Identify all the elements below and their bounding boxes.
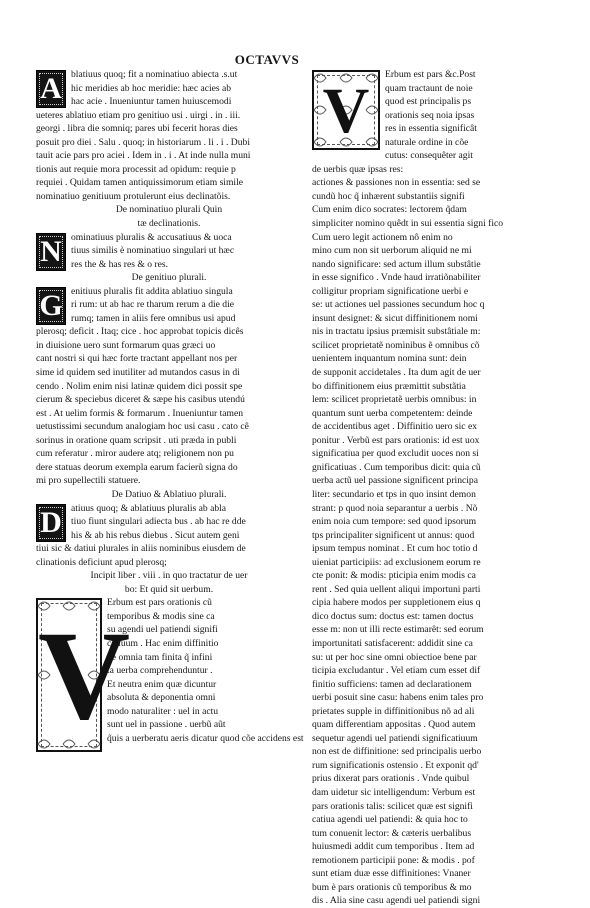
text-line: sunt etiam duæ esse diffinitiones: Vnaner bbox=[312, 868, 471, 880]
drop-cap-initial bbox=[36, 287, 66, 325]
text-line: remotionem participii pone: & modis . pof bbox=[312, 854, 475, 866]
text-line: dam uidetur sic intelligendum: Verbum est bbox=[312, 786, 476, 798]
text-line: enitiuus pluralis fit addita ablatiuo singula bbox=[71, 285, 233, 297]
text-line: mi pro supellectili statuere. bbox=[36, 475, 141, 487]
heading-line: Incipit liber . viii . in quo tractatur de uer bbox=[90, 570, 248, 582]
text-line: cutus: consequêter agit bbox=[385, 150, 473, 162]
text-line: cant nostri si qui hæc forte tractant appellant nos per bbox=[36, 353, 238, 365]
text-line: liter: secundario et tps in quo insint demon bbox=[312, 488, 476, 500]
text-line: sunt uel in passione . uerbũ aũt bbox=[107, 719, 226, 731]
drop-cap-initial bbox=[36, 70, 66, 108]
text-line: tiui sic & datiui plurales in aliis nominibus eiusdem de bbox=[36, 543, 246, 555]
drop-cap-letter: V bbox=[38, 604, 131, 747]
text-line: quantum sunt uerba competentem: deinde bbox=[312, 407, 473, 419]
text-line: ueteres ablatiuo etiam pro genitiuo usi . uirgi . in . iii. bbox=[36, 109, 241, 121]
text-line: rent . Sed quia uellent aliqui importuni parti bbox=[312, 583, 481, 595]
section-heading bbox=[36, 271, 302, 285]
text-line: naturale ordine in cõe bbox=[385, 136, 469, 148]
text-line: gnificatiuas . Cum temporibus dicit: quia cũ bbox=[312, 461, 481, 473]
text-line: finitio sufficiens: tamen ad declarationem bbox=[312, 678, 472, 690]
text-line: hic meridies ab hoc meridie: hæc acies ab bbox=[71, 82, 232, 94]
text-line: ta uerba comprehenduntur . bbox=[107, 665, 213, 677]
drop-cap-initial bbox=[36, 598, 131, 752]
section-heading bbox=[36, 569, 302, 596]
text-line: his & ab his rebus diebus . Sicut autem geni bbox=[71, 529, 240, 541]
text-line: se: ut actiones uel passiones secundum hoc q bbox=[312, 299, 485, 311]
text-line: rumq; tamen in aliis fere omnibus usi apud bbox=[71, 312, 236, 324]
heading-line: tæ declinationis. bbox=[137, 218, 201, 230]
drop-cap-letter: V bbox=[322, 74, 370, 146]
text-line: res in essentia significât bbox=[385, 123, 477, 135]
text-line: sime id quidem sed inutiliter ad mutandos casus in di bbox=[36, 367, 240, 379]
text-line: georgi . libra die somniq; pares ubi fecerit horas dies bbox=[36, 123, 238, 135]
text-line: uieniat participiis: ad exclusionem eorum re bbox=[312, 556, 481, 568]
text-line: su agendi uel patiendi signifi bbox=[107, 624, 218, 636]
text-line: prietates supple in diffinitionibus nõ ad ali bbox=[312, 705, 475, 717]
drop-cap-initial bbox=[36, 504, 66, 542]
text-line: atiuus quoq; & ablatiuus pluralis ab abla bbox=[71, 502, 227, 514]
text-line: simpliciter nomino quêdt in sui essentia signi fico bbox=[312, 218, 504, 230]
text-line: tiuo fiunt singulari adiecta bus . ab hac re dde bbox=[71, 516, 246, 528]
text-line: rum significationis ostensio . Et exponit qd' bbox=[312, 759, 479, 771]
text-line: dico doctus sum: doctus est: tamen doctus bbox=[312, 610, 474, 622]
text-line: tiuus similis è nominatiuo singulari ut hæc bbox=[71, 245, 235, 257]
text-line: bum è pars orationis cũ temporibus & mo bbox=[312, 881, 472, 893]
text-line: est . At uelim formis & formarum . Inueniuntur tamen bbox=[36, 407, 244, 419]
text-line: posuit pro diei . Salu . quoq; in historiarum . li . i . Dubi bbox=[36, 136, 250, 148]
text-line: strant: p quod noia separantur a uerbis . Nõ bbox=[312, 502, 478, 514]
text-line: actiones & passiones non in essentia: sed se bbox=[312, 177, 481, 189]
text-line: Erbum est pars &c.Post bbox=[385, 69, 476, 80]
text-line: quod est principalis ps bbox=[385, 96, 472, 108]
text-line: res the & has res & o res. bbox=[71, 258, 168, 270]
text-paragraph bbox=[312, 68, 552, 908]
text-line: tauit acie pars pro aciei . Idem in . i . At inde nulla muni bbox=[36, 150, 251, 162]
text-line: Erbum est pars orationis cũ bbox=[107, 597, 212, 609]
text-line: de uerbis quæ ipsas res: bbox=[312, 163, 404, 175]
text-paragraph bbox=[36, 596, 302, 745]
text-line: prius dixerat pars orationis . Vnde quibul bbox=[312, 773, 470, 785]
text-line: insunt designet: & sicut diffinitionem nomi bbox=[312, 312, 478, 324]
text-line: requiei . Quidam tamen antiquissimorum etiam simile bbox=[36, 177, 244, 189]
text-line: Et neutra enim quæ dicuntur bbox=[107, 678, 217, 690]
left-text-column bbox=[36, 68, 302, 752]
text-line: Cum uero legit actionem nô enim no bbox=[312, 231, 453, 243]
text-line: colligitur propriam significatione uerbi e bbox=[312, 285, 469, 297]
text-paragraph bbox=[36, 231, 302, 272]
text-line: pars orationis talis: scilicet quæ est signifi bbox=[312, 800, 473, 812]
text-line: de accidentibus aget . Diffinitio uero sic ex bbox=[312, 421, 477, 433]
text-paragraph bbox=[36, 68, 302, 203]
text-paragraph bbox=[36, 502, 302, 570]
text-line: plerosq; deficit . Itaq; cice . hoc approbat topicis dicês bbox=[36, 326, 244, 338]
text-line: sequetur agendi uel patiendi significatiuum bbox=[312, 732, 478, 744]
text-line: q̃uis a uerberatu aeris dicatur quod cõe accidens est bbox=[107, 732, 304, 744]
text-line: uerbi posuit sine casu: habens enim tales pro bbox=[312, 692, 484, 704]
text-line: quam differentiam appositas . Quod autem bbox=[312, 719, 476, 731]
text-line: scilicet proprietatẽ nominibus ẽ omnibus cõ bbox=[312, 339, 480, 351]
text-line: catiua agendi uel patiendi: & quia hoc to bbox=[312, 814, 468, 826]
text-line: ipsum tempus nominat . Et cum hoc totio d bbox=[312, 543, 478, 555]
text-line: tum conuenit lector: & cæteris uerbalibus bbox=[312, 827, 472, 839]
text-line: ponitur . Verbũ est pars orationis: id est uox bbox=[312, 434, 480, 446]
text-line: importunitati satisfacerent: addidit sine ca bbox=[312, 637, 473, 649]
text-line: dere statuas deorum exempla earum facierũ signa do bbox=[36, 461, 238, 473]
text-line: ri rum: ut ab hac re tharum rerum a die die bbox=[71, 299, 235, 311]
text-line: cierum & speciebus diceret & sæpe his casibus utendú bbox=[36, 394, 245, 406]
text-line: tionis aut requie mora processit ad opidum: requie p bbox=[36, 163, 236, 175]
text-line: sorinus in oratione quam scripsit . uti præda in publi bbox=[36, 434, 237, 446]
text-line: blatiuus quoq; fit a nominatiuo abiecta .s.ut bbox=[71, 69, 238, 80]
heading-line: De nominatiuo plurali Quin bbox=[115, 204, 223, 216]
text-line: non est de diffinitione: sed principalis uerbo bbox=[312, 746, 482, 758]
text-line: dis . Alia sine casu agendi uel patiendi signi bbox=[312, 895, 481, 907]
text-line: temporibus & modis sine ca bbox=[107, 610, 215, 622]
text-line: cundũ hoc q̃ inhærent substantiis signifi bbox=[312, 190, 465, 202]
text-line: significatiua per quod excludit uoces non si bbox=[312, 448, 479, 460]
text-line: tps principaliter significent ut annus: quod bbox=[312, 529, 475, 541]
section-heading bbox=[36, 203, 302, 230]
text-line: uetustissimi secundum analogiam hoc usi casu . cato cê bbox=[36, 421, 249, 433]
text-line: lem: scilicet proprietatẽ uerbis omnibus: in bbox=[312, 394, 477, 406]
text-line: cipia habere modos per suppletionem eius q bbox=[312, 597, 481, 609]
text-line: ominatiuus pluralis & accusatiuus & uoca bbox=[71, 231, 232, 243]
text-paragraph bbox=[36, 285, 302, 488]
text-line: catiuum . Hac enim diffinitio bbox=[107, 637, 219, 649]
text-line: Cum enim dico socrates: lectorem q̃dam bbox=[312, 204, 467, 216]
text-line: ne omnia tam finita q̃ infini bbox=[107, 651, 213, 663]
text-line: cte ponit: & modis: pticipia enim modis ca bbox=[312, 570, 476, 582]
text-line: orationis seq noia ipsas bbox=[385, 109, 475, 121]
drop-cap-letter: D bbox=[40, 505, 62, 539]
text-line: cendo . Nolim enim nisi latinæ quidem dici possit spe bbox=[36, 380, 243, 392]
text-line: su: ut per hoc sine omni obiectioe bene par bbox=[312, 651, 477, 663]
text-line: bo diffinitionem eius præmittit substãtia bbox=[312, 380, 466, 392]
drop-cap-initial bbox=[36, 233, 66, 271]
text-line: enim noia cum tempore: sed quod ipsorum bbox=[312, 516, 477, 528]
text-line: nominatiuo genitiuum protulerunt eius declinatõis. bbox=[36, 190, 231, 202]
right-text-column bbox=[312, 68, 552, 908]
text-line: nis in tractatu ipsius præmisit substâtiale m: bbox=[312, 326, 481, 338]
text-line: esse m: non ut illi recte estimarêt: sed eorum bbox=[312, 624, 484, 636]
text-line: mino cum non sit uerborum aliquid ne mi bbox=[312, 245, 472, 257]
text-line: quam tractaunt de noie bbox=[385, 82, 473, 94]
text-line: cum referatur . miror audere atq; religionem non pu bbox=[36, 448, 234, 460]
text-line: nando significare: sed actum illum substâtie bbox=[312, 258, 481, 270]
drop-cap-letter: A bbox=[40, 72, 62, 105]
text-line: huiusmedi addit cum temporibus . Item ad bbox=[312, 841, 475, 853]
text-line: in esse significo . Vnde haud irratiõnabiliter bbox=[312, 272, 481, 284]
text-line: de supponit accidetales . Ita dum agit de uer bbox=[312, 367, 481, 379]
text-line: hac acie . Inueniuntur tamen huiuscemodi bbox=[71, 96, 232, 108]
drop-cap-initial bbox=[312, 70, 380, 150]
text-line: in diuisione uero sunt formarum quas græci uo bbox=[36, 339, 216, 351]
section-heading bbox=[36, 488, 302, 502]
text-line: modo naturaliter : uel in actu bbox=[107, 705, 219, 717]
text-line: uenientem inquantum nomina sunt: dein bbox=[312, 353, 467, 365]
running-head: OCTAVVS bbox=[234, 52, 300, 67]
text-line: absoluta & deponentia omni bbox=[107, 692, 216, 704]
drop-cap-letter: N bbox=[40, 234, 62, 268]
text-line: ticipia excludantur . Vel etiam cum esset dif bbox=[312, 665, 481, 677]
heading-line: bo: Et quid sit uerbum. bbox=[124, 583, 214, 595]
heading-line: De Datiuo & Ablatiuo plurali. bbox=[111, 488, 227, 500]
text-line: clinationis deficiunt apud plerosq; bbox=[36, 556, 167, 568]
text-line: uerba actũ uel passione significent principa bbox=[312, 475, 478, 487]
heading-line: De genitiuo plurali. bbox=[131, 272, 207, 284]
drop-cap-letter: G bbox=[39, 288, 63, 322]
